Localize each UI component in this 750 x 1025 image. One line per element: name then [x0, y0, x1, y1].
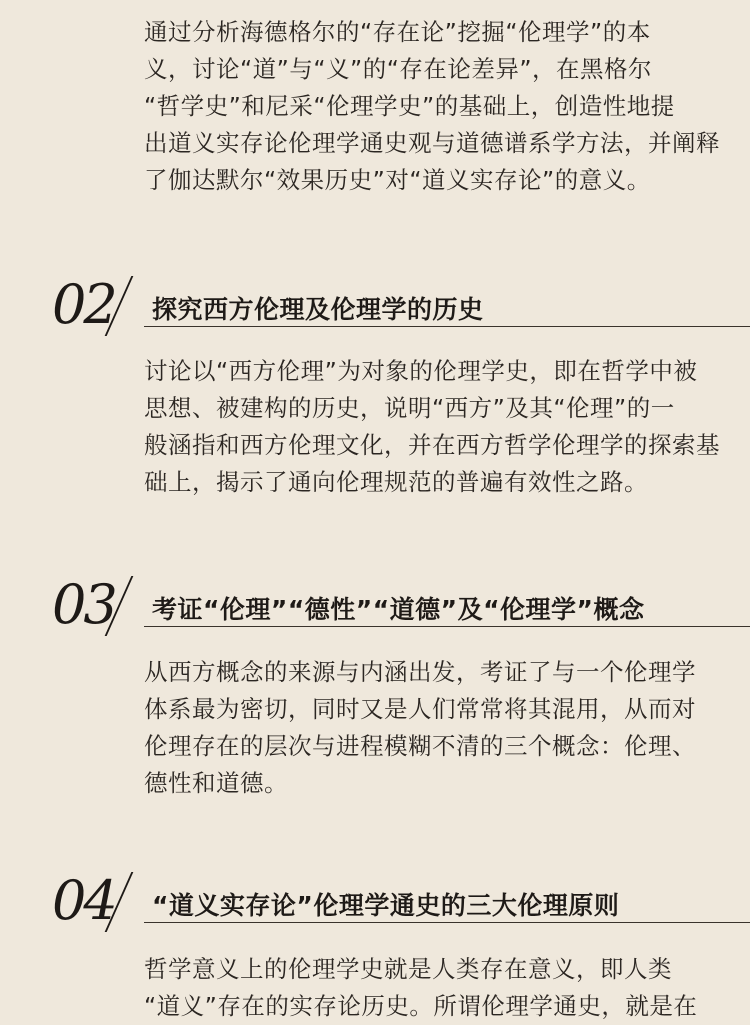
intro-line-4: 出道义实存论伦理学通史观与道德谱系学方法，并阐释	[144, 129, 720, 157]
section-04-line-1: 哲学意义上的伦理学史就是人类存在意义，即人类	[144, 955, 672, 983]
section-04-line-2: “道义”存在的实存论历史。所谓伦理学通史，就是在	[144, 992, 698, 1020]
section-03-line-4: 德性和道德。	[144, 769, 288, 797]
section-03-number: 03	[52, 573, 115, 636]
section-04-title: “道义实存论”伦理学通史的三大伦理原则	[152, 891, 620, 920]
section-02-line-1: 讨论以“西方伦理”为对象的伦理学史，即在哲学中被	[144, 357, 698, 385]
section-03-line-2: 体系最为密切，同时又是人们常常将其混用，从而对	[144, 695, 696, 723]
section-03-rule	[144, 626, 750, 627]
section-03-paragraph	[144, 654, 744, 802]
intro-line-2: 义，讨论“道”与“义”的“存在论差异”，在黑格尔	[144, 55, 653, 83]
intro-line-3: “哲学史”和尼采“伦理学史”的基础上，创造性地提	[144, 92, 675, 120]
section-02-header	[0, 274, 750, 344]
section-02-line-3: 般涵指和西方伦理文化，并在西方哲学伦理学的探索基	[144, 431, 720, 459]
section-02-line-4: 础上，揭示了通向伦理规范的普遍有效性之路。	[144, 468, 648, 496]
section-02-title: 探究西方伦理及伦理学的历史	[152, 295, 484, 324]
section-03-line-1: 从西方概念的来源与内涵出发，考证了与一个伦理学	[144, 658, 696, 686]
intro-line-1: 通过分析海德格尔的“存在论”挖掘“伦理学”的本	[144, 18, 651, 46]
section-03-header	[0, 574, 750, 644]
section-04-number: 04	[52, 869, 115, 932]
section-03-title: 考证“伦理”“德性”“道德”及“伦理学”概念	[152, 595, 645, 624]
section-02-line-2: 思想、被建构的历史，说明“西方”及其“伦理”的一	[144, 394, 675, 422]
intro-line-5: 了伽达默尔“效果历史”对“道义实存论”的意义。	[144, 166, 651, 194]
section-04-header	[0, 870, 750, 940]
section-02-number: 02	[52, 273, 115, 336]
section-04-rule	[144, 922, 750, 923]
section-02-paragraph	[144, 353, 744, 501]
section-04-paragraph	[144, 951, 744, 1025]
section-02-rule	[144, 326, 750, 327]
intro-paragraph	[144, 14, 744, 199]
section-03-line-3: 伦理存在的层次与进程模糊不清的三个概念：伦理、	[144, 732, 696, 760]
